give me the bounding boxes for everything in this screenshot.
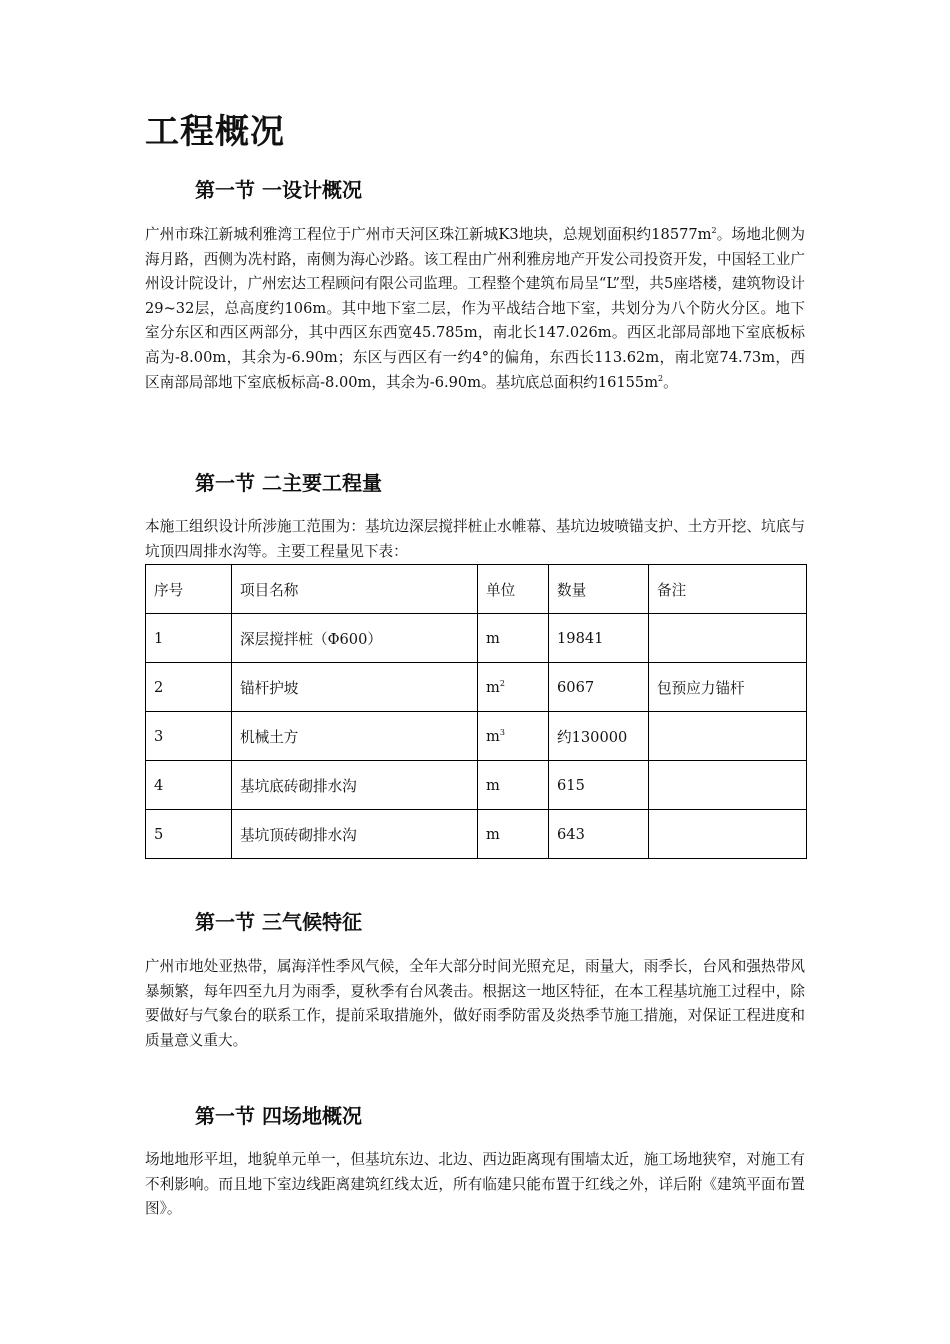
design-text-c: 。 (663, 373, 678, 391)
header-cell: 序号 (146, 565, 232, 614)
cell-name: 深层搅拌桩（Φ600） (232, 614, 478, 663)
cell-name: 锚杆护坡 (232, 663, 478, 712)
cell-name: 基坑顶砖砌排水沟 (232, 810, 478, 859)
table-header-row (146, 565, 807, 614)
header-cell: 单位 (478, 565, 549, 614)
cell-unit: m (478, 614, 549, 663)
cell-note (649, 761, 807, 810)
section-heading-design: 第一节 一设计概况 (195, 178, 362, 202)
design-sup-b: 2 (658, 373, 664, 383)
design-text-b: 。场地北侧为海月路，西侧为冼村路，南侧为海心沙路。该工程由广州利雅房地产开发公司投资开发，中国轻工业广州设计院设计，广州宏达工程顾问有限公司监理。工程整个建筑布局呈“L”型，共5座塔楼，建筑物设计29~32层，总高度约106m。其中地下室二层，作为平战结合地下室，共划分为八个防火分区。地下室分东区和西区两部分，其中西区东西宽45.785m，南北长147.026m。西区北部局部地下室底板标高为-8.00m，其余为-6.90m；东区与西区有一约4°的偏角，东西长113.62m，南北宽74.73m，西区南部局部地下室底板标高-8.00m，其余为-6.90m。基坑底总面积约16155m (145, 226, 805, 391)
design-sup-a: 2 (711, 226, 717, 235)
cell-qty: 615 (549, 761, 649, 810)
cell-name: 基坑底砖砌排水沟 (232, 761, 478, 810)
cell-name: 机械土方 (232, 712, 478, 761)
section-paragraph-design (145, 223, 805, 395)
cell-qty: 约130000 (549, 712, 649, 761)
cell-note (649, 712, 807, 761)
section-heading-quantities: 第一节 二主要工程量 (195, 471, 382, 495)
header-cell: 项目名称 (232, 565, 478, 614)
cell-unit: $m^2$ (478, 663, 549, 712)
section-paragraph-site: 场地地形平坦，地貌单元单一，但基坑东边、北边、西边距离现有围墙太近，施工场地狭窄，对施工有不利影响。而且地下室边线距离建筑红线太近，所有临建只能布置于红线之外，详后附《建筑平面布置图》。 (145, 1151, 805, 1218)
cell-qty: 6067 (549, 663, 649, 712)
section-paragraph-climate: 广州市地处亚热带，属海洋性季风气候，全年大部分时间光照充足，雨量大，雨季长，台风和强热带风暴频繁，每年四至九月为雨季，夏秋季有台风袭击。根据这一地区特征，在本工程基坑施工过程中，除要做好与气象台的联系工作，提前采取措施外，做好雨季防雷及炎热季节施工措施，对保证工程进度和质量意义重大。 (145, 958, 805, 1049)
cell-unit: $m^3$ (478, 712, 549, 761)
cell-note (649, 614, 807, 663)
section-paragraph-quantities: 本施工组织设计所涉施工范围为：基坑边深层搅拌桩止水帷幕、基坑边坡喷锚支护、土方开挖、坑底与坑顶四周排水沟等。主要工程量见下表： (145, 518, 805, 560)
cell-no: 4 (146, 761, 232, 810)
cell-note (649, 810, 807, 859)
cell-unit: m (478, 810, 549, 859)
cell-no: 5 (146, 810, 232, 859)
cell-unit: m (478, 761, 549, 810)
cell-no: 2 (146, 663, 232, 712)
table-row (146, 663, 807, 712)
cell-note: 包预应力锚杆 (649, 663, 807, 712)
section-heading-climate: 第一节 三气候特征 (195, 910, 362, 934)
header-cell: 数量 (549, 565, 649, 614)
page-title: 工程概况 (145, 112, 285, 152)
cell-no: 3 (146, 712, 232, 761)
section-heading-site: 第一节 四场地概况 (195, 1104, 362, 1128)
table-row (146, 614, 807, 663)
table-row (146, 810, 807, 859)
table-row (146, 761, 807, 810)
cell-no: 1 (146, 614, 232, 663)
header-cell: 备注 (649, 565, 807, 614)
cell-qty: 19841 (549, 614, 649, 663)
design-text-a: 广州市珠江新城利雅湾工程位于广州市天河区珠江新城K3地块，总规划面积约18577m (145, 226, 712, 243)
cell-qty: 643 (549, 810, 649, 859)
quantities-table (145, 564, 807, 859)
table-row (146, 712, 807, 761)
